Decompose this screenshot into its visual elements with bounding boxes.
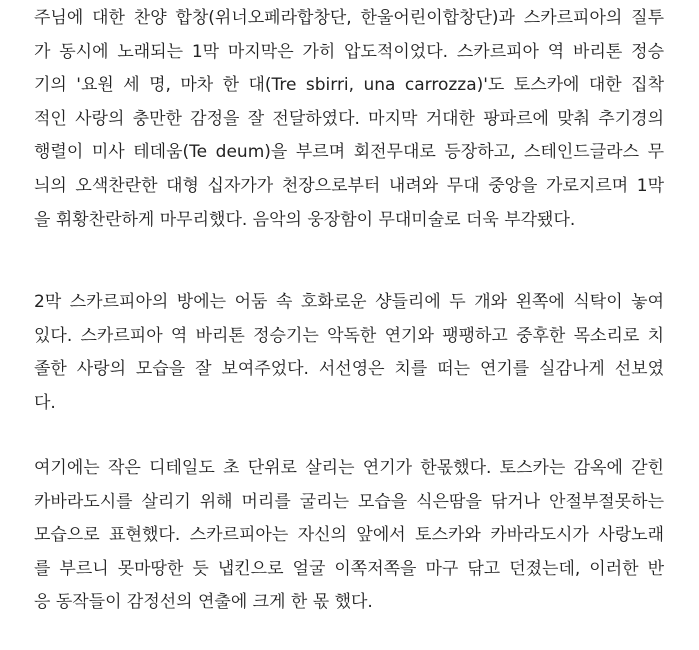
text-line: 기의 '요원 세 명, 마차 한 대(Tre sbirri, una carrozza)'도 토스카에 대한 집착	[34, 75, 664, 96]
text-line: 카바라도시를 살리기 위해 머리를 굴리는 모습을 식은땀을 닦거나 안절부절못하는	[34, 491, 664, 512]
text-line: 모습으로 표현했다. 스카르피아는 자신의 앞에서 토스카와 카바라도시가 사랑노래	[34, 525, 664, 546]
text-line: 다.	[34, 392, 56, 413]
text-line: 있다. 스카르피아 역 바리톤 정승기는 악독한 연기와 팽팽하고 중후한 목소리로 치	[34, 325, 664, 346]
paragraph-act1-finale	[34, 2, 664, 237]
paragraph-act2-room	[34, 286, 664, 420]
text-line: 졸한 사랑의 모습을 잘 보여주었다. 서선영은 치를 떠는 연기를 실감나게 선보였	[34, 359, 664, 380]
text-line: 늬의 오색찬란한 대형 십자가가 천장으로부터 내려와 무대 중앙을 가로지르며 1막	[34, 175, 664, 196]
text-line: 2막 스카르피아의 방에는 어둠 속 호화로운 샹들리에 두 개와 왼쪽에 식탁이 놓여	[34, 292, 664, 312]
text-line: 가 동시에 노래되는 1막 마지막은 가히 압도적이었다. 스카르피아 역 바리톤 정승	[34, 41, 664, 62]
text-line: 주님에 대한 찬양 합창(위너오페라합창단, 한울어린이합창단)과 스카르피아의 질투	[34, 8, 664, 28]
text-line: 을 휘황찬란하게 마무리했다. 음악의 웅장함이 무대미술로 더욱 부각됐다.	[34, 209, 576, 230]
text-line: 적인 사랑의 충만한 감정을 잘 전달하였다. 마지막 거대한 팡파르에 맞춰 추기경의	[34, 108, 664, 129]
text-line: 를 부르니 못마땅한 듯 냅킨으로 얼굴 이쪽저쪽을 마구 닦고 던졌는데, 이러한 반	[34, 558, 664, 579]
paragraph-acting-details	[34, 452, 664, 620]
text-line: 행렬이 미사 테데움(Te deum)을 부르며 회전무대로 등장하고, 스테인드글라스 무	[34, 142, 664, 163]
text-line: 응 동작들이 감정선의 연출에 크게 한 몫 했다.	[34, 592, 373, 613]
text-line: 여기에는 작은 디테일도 초 단위로 살리는 연기가 한몫했다. 토스카는 감옥에 갇힌	[34, 458, 664, 478]
